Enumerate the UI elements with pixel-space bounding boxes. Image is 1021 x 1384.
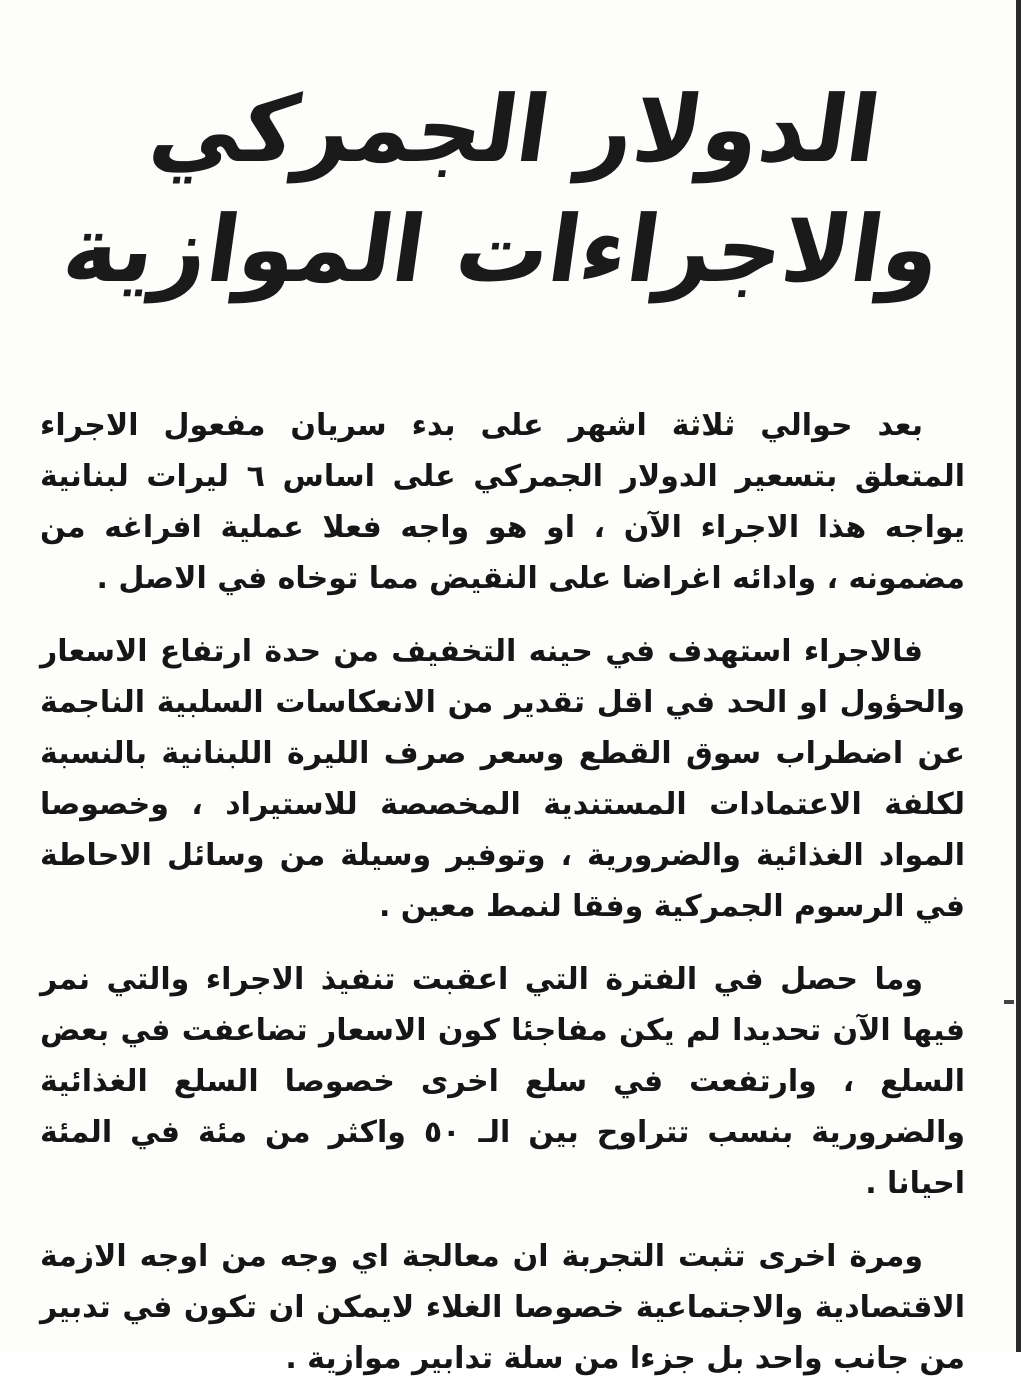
ink-smudge <box>1004 1000 1014 1004</box>
article-body <box>40 400 965 1384</box>
paragraph: بعد حوالي ثلاثة اشهر على بدء سريان مفعول الاجراء المتعلق بتسعير الدولار الجمركي على اساس ٦ ليرات لبنانية يواجه هذا الاجراء الآن ، او هو واجه فعلا عملية افراغه من مضمونه ، وادائه اغراضا على النقيض مما توخاه في الاصل . <box>40 408 965 596</box>
paragraph: وما حصل في الفترة التي اعقبت تنفيذ الاجراء والتي نمر فيها الآن تحديدا لم يكن مفاجئا كون الاسعار تضاعفت في بعض السلع ، وارتفعت في سلع اخرى خصوصا السلع الغذائية والضرورية بنسب تتراوح بين الـ ٥٠ واكثر من مئة في المئة احيانا . <box>40 962 965 1201</box>
paragraph: ومرة اخرى تثبت التجربة ان معالجة اي وجه من اوجه الازمة الاقتصادية والاجتماعية خصوصا الغلاء لايمكن ان تكون في تدبير من جانب واحد بل جزءا من سلة تدابير موازية . <box>40 1239 965 1376</box>
headline-line-1: الدولار الجمركي <box>143 76 887 183</box>
paragraph: فالاجراء استهدف في حينه التخفيف من حدة ارتفاع الاسعار والحؤول او الحد في اقل تقدير من الانعكاسات السلبية الناجمة عن اضطراب سوق القطع وسعر صرف الليرة اللبنانية بالنسبة لكلفة الاعتمادات المستندية المخصصة للاستيراد ، وخصوصا المواد الغذائية والضرورية ، وتوفير وسيلة من وسائل الاحاطة في الرسوم الجمركية وفقا لنمط معين . <box>40 634 965 924</box>
headline-line-2: والاجراءات الموازية <box>56 196 948 303</box>
headline <box>56 60 948 360</box>
page-edge <box>1016 0 1021 1352</box>
